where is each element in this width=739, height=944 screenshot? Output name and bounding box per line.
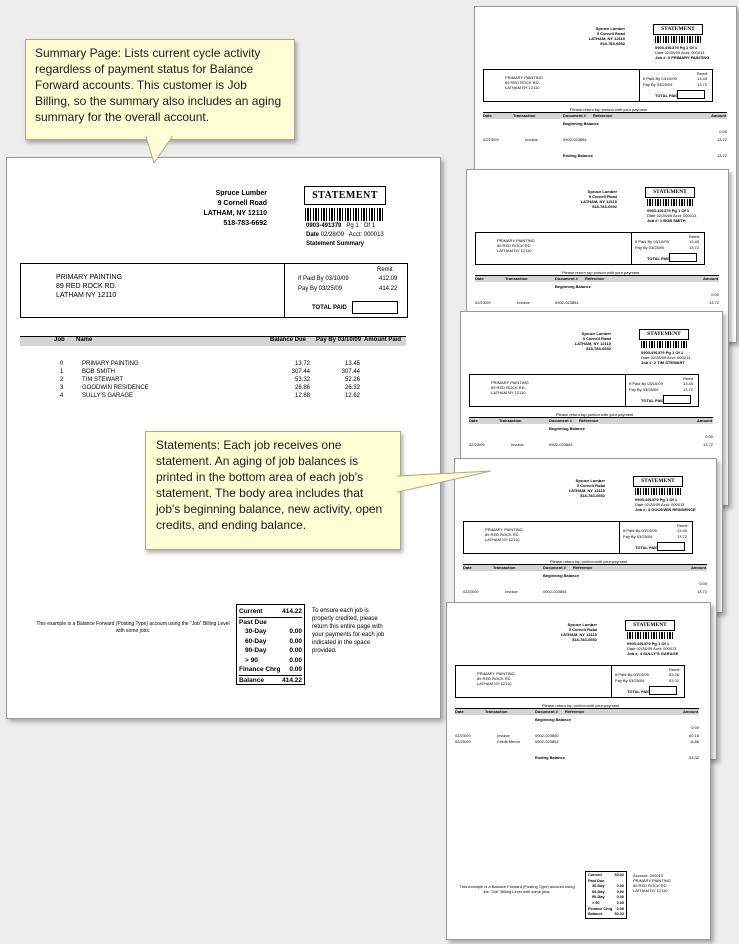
table-row: [20, 393, 406, 401]
mini-company-name: Spruce Lumber: [581, 331, 611, 336]
aging-row: 90-Day 0.00: [245, 647, 302, 654]
statements-callout: Statements: Each job receives one statement. An aging of job balances is printed in the bottom area of each job's statement. The body area includes that job's beginning balance, new activity, open credits, and ending balance.: [145, 431, 401, 550]
aging-row: Current 414.22: [239, 607, 302, 618]
job-number: 4: [60, 393, 64, 399]
job-statement-page: Spruce Lumber 9 Cornell Road LATHAM, NY 12110 518-783-6692 STATEMENT 0903-491379 Pg 1 Of 1 Date 02/28/09 Acct: 000013 Job #: 1 BOB SMITH PRIMARY PAINTING 89 RED ROCK RD. LATHAM NY 12110 Remit If Paid By 03/10/09 13.45 Pay By 03/25/09 13.72 TOTAL PAID Please return top portion with your payment Date Transaction Document # Reference Amount Beginning Balance 0.00 02/23/09 Invoice 0902-023854 13.72: [466, 169, 729, 506]
aging-row: 60-Day 0.00: [245, 637, 302, 645]
statement-heading-box: [304, 186, 386, 205]
job-balance: 13.72: [294, 361, 310, 367]
mini-account-address: Account: 000013 PRIMARY PAINTING 89 RED ROCK RD. LATHAM NY 12110: [633, 873, 671, 893]
job-payby: 13.45: [344, 361, 360, 367]
table-header: Job Name Balance Due Pay By 03/10/09 Amount Paid: [20, 336, 406, 346]
aging-row: Balance 414.22: [239, 676, 302, 684]
company-phone: 518-783-6692: [223, 220, 267, 227]
company-address: 9 Cornell Road: [217, 200, 267, 207]
total-paid-field[interactable]: [352, 301, 398, 314]
job-number: 2: [60, 377, 64, 383]
detail-line: 02/23/09 Invoice 0902-023854 13.72: [463, 589, 707, 594]
pay-by-label: Pay By 03/25/09: [298, 286, 343, 292]
detail-line: 02/23/09 Invoice 0902-023854 13.72: [475, 300, 719, 305]
table-row: [20, 361, 406, 369]
job-number: 0: [60, 361, 64, 367]
job-name: GOODWIN RESIDENCE: [82, 385, 149, 391]
aging-row: 30-Day 0.00: [245, 628, 302, 635]
aging-row: Past Due: [239, 618, 267, 626]
date-acct-line: Date 02/28/09 Acct: 000013: [306, 232, 384, 238]
mini-detail-header: Date Transaction Document # Reference Amount: [483, 113, 727, 118]
job-number: 3: [60, 385, 64, 391]
mini-footnote: This example is a Balance Forward (Posting Type) account using the "Job" Billing Level with some jobs.: [459, 884, 575, 894]
mini-detail-header: Date Transaction Document # Reference Amount: [469, 418, 713, 423]
mini-statement-heading: STATEMENT: [625, 620, 675, 631]
statement-heading: STATEMENT: [312, 190, 378, 201]
customer-city: LATHAM NY 12110: [56, 292, 117, 299]
mini-job-label: Job #: 2 TIM STEWART: [641, 360, 685, 365]
job-statement-page: Spruce Lumber 9 Cornell Road LATHAM, NY 12110 518-783-6692 STATEMENT 0903-491379 Pg 1 Of 1 Date 02/28/09 Acct: 000013 Job #: 2 TIM STEWART PRIMARY PAINTING 89 RED ROCK RD. LATHAM NY 12110 Remit If Paid By 03/10/09 13.45 Pay By 03/25/09 13.72 TOTAL PAID Please return top portion with your payment Date Transaction Document # Reference Amount Beginning Balance 0.00 02/23/09 Invoice 0902-023854 13.72: [460, 311, 723, 613]
detail-line: 02/23/09 Invoice 0902-023850 60.18: [455, 733, 699, 738]
mini-company-name: Spruce Lumber: [567, 622, 597, 627]
account-line: 0903-491379 Pg 1 Of 1: [306, 223, 376, 229]
mini-company-name: Spruce Lumber: [587, 189, 617, 194]
job-balance: 12.88: [294, 393, 310, 399]
if-paid-amount: 412.09: [379, 276, 398, 282]
aging-summary-box: [236, 604, 305, 685]
mini-job-label: Job #: 4 SULLY'S GARAGE: [627, 651, 679, 656]
job-balance: 53.32: [294, 377, 310, 383]
job-balance: 26.86: [294, 385, 310, 391]
job-payby: 12.62: [344, 393, 360, 399]
job-name: BOB SMITH: [82, 369, 116, 375]
mini-job-label: Job #: 1 BOB SMITH: [647, 218, 686, 223]
customer-name: PRIMARY PAINTING: [56, 274, 123, 281]
if-paid-label: If Paid By 03/10/09: [298, 276, 349, 282]
table-row: [20, 377, 406, 385]
aging-row: > 90 0.00: [245, 656, 302, 664]
mini-detail-header: Date Transaction Document # Reference Amount: [475, 276, 719, 281]
job-statement-page: Spruce Lumber 9 Cornell Road LATHAM, NY 12110 518-783-6692 STATEMENT 0903-491379 Pg 1 Of 1 Date 02/28/09 Acct: 000013 Job #: 3 GOODWIN RESIDENCE PRIMARY PAINTING 89 RED ROCK RD. LATHAM NY 12110 Remit If Paid By 03/10/09 13.45 Pay By 03/25/09 13.72 TOTAL PAID Please return top portion with your payment Date Transaction Document # Reference Amount Beginning Balance 0.00 02/23/09 Invoice 0902-023854 13.72: [454, 458, 717, 760]
job-name: PRIMARY PAINTING: [82, 361, 139, 367]
job-payby: 26.32: [344, 385, 360, 391]
job-payby: 307.44: [341, 369, 360, 375]
barcode: [305, 208, 383, 221]
job-payby: 52.26: [344, 377, 360, 383]
total-paid-label: TOTAL PAID: [312, 305, 347, 311]
customer-address: 89 RED ROCK RD.: [56, 283, 117, 290]
address-remit-box: [20, 263, 408, 318]
mini-job-label: Job #: 0 PRIMARY PAINTING: [655, 55, 710, 60]
table-row: [20, 385, 406, 393]
mini-statement-heading: STATEMENT: [653, 24, 703, 35]
company-name: Spruce Lumber: [215, 190, 267, 197]
table-row: [20, 369, 406, 377]
remit-label: Remit: [377, 267, 393, 273]
job-statement-page: Spruce Lumber 9 Cornell Road LATHAM, NY 12110 518-783-6692 STATEMENT 0903-491379 Pg 1 Of 1 Date 02/28/09 Acct: 000013 Job #: 4 SULLY'S GARAGE PRIMARY PAINTING 89 RED ROCK RD. LATHAM NY 12110 Remit If Paid By 03/10/09 53.26 Pay By 03/25/09 53.32 TOTAL PAID Please return top portion with your payment Date Transaction Document # Reference Amount Beginning Balance 0.00 02/23/09 Invoice 0902-023850 60.18 02/25/09 Credit Memo 0902-023854 -6.86 Ending Balance 53.32 This example is a Balance Forward (Posting Type) account using the "Job" Billing Level with some jobs. Current 53.32 Past Due 30-Day 0.00 60-Day 0.00 90-Day 0.00 > 90 0.00 Finance Chrg 0.00 Balance 53.32 Account: 000013 PRIMARY PAINTING 89 RED ROCK RD. LATHAM NY 12110: [446, 602, 711, 940]
footnote-text: This example is a Balance Forward (Posting Type) account using the "Job" Billing Level with some jobs.: [36, 621, 230, 634]
detail-line: 02/25/09 Credit Memo 0902-023854 -6.86: [455, 739, 699, 744]
mini-statement-heading: STATEMENT: [633, 476, 683, 487]
pay-by-amount: 414.22: [379, 286, 398, 292]
job-statement-page: Spruce Lumber 9 Cornell Road LATHAM, NY 12110 518-783-6692 STATEMENT 0903-491379 Pg 1 Of 1 Date 02/28/09 Acct: 000013 Job #: 0 PRIMARY PAINTING PRIMARY PAINTING 89 RED ROCK RD. LATHAM NY 12110 Remit If Paid By 03/10/09 13.45 Pay By 03/25/09 13.72 TOTAL PAID Please return top portion with your payment Date Transaction Document # Reference Amount Beginning Balance 0.00 02/23/09 Invoice 0902-023854 13.72 Ending Balance 13.72: [474, 6, 737, 343]
mini-statement-heading: STATEMENT: [645, 187, 695, 198]
statements-callout-pointer: [398, 470, 498, 510]
statement-summary-label: Statement Summary: [306, 241, 365, 247]
mini-statement-heading: STATEMENT: [639, 329, 689, 340]
job-balance: 307.44: [291, 369, 310, 375]
mini-company-name: Spruce Lumber: [595, 26, 625, 31]
mini-company-name: Spruce Lumber: [575, 478, 605, 483]
summary-callout-pointer: [146, 136, 186, 166]
job-number: 1: [60, 369, 64, 375]
mini-aging-box: Current 53.32 Past Due 30-Day 0.00 60-Day 0.00 90-Day 0.00 > 90 0.00 Finance Chrg 0.00 Balance 53.32: [585, 871, 627, 919]
mini-job-label: Job #: 3 GOODWIN RESIDENCE: [635, 507, 696, 512]
detail-line: 02/23/09 Invoice 0902-023854 13.72: [469, 442, 713, 447]
company-city: LATHAM, NY 12110: [203, 210, 267, 217]
job-name: TIM STEWART: [82, 377, 123, 383]
detail-line: 02/23/09 Invoice 0902-023854 13.72: [483, 137, 727, 142]
summary-callout: Summary Page: Lists current cycle activity regardless of payment status for Balance Forward accounts. This customer is Job Billing, so the summary also includes an aging summary for the overall account.: [25, 39, 295, 140]
mini-detail-header: Date Transaction Document # Reference Amount: [463, 565, 707, 570]
instructions-text: To ensure each job is properly credited, please return this entire page with your payments for each job indicated in the space provided.: [312, 608, 385, 654]
aging-row: Finance Chrg 0.00: [239, 666, 302, 673]
job-name: SULLY'S GARAGE: [82, 393, 134, 399]
mini-detail-header: Date Transaction Document # Reference Amount: [455, 709, 699, 714]
